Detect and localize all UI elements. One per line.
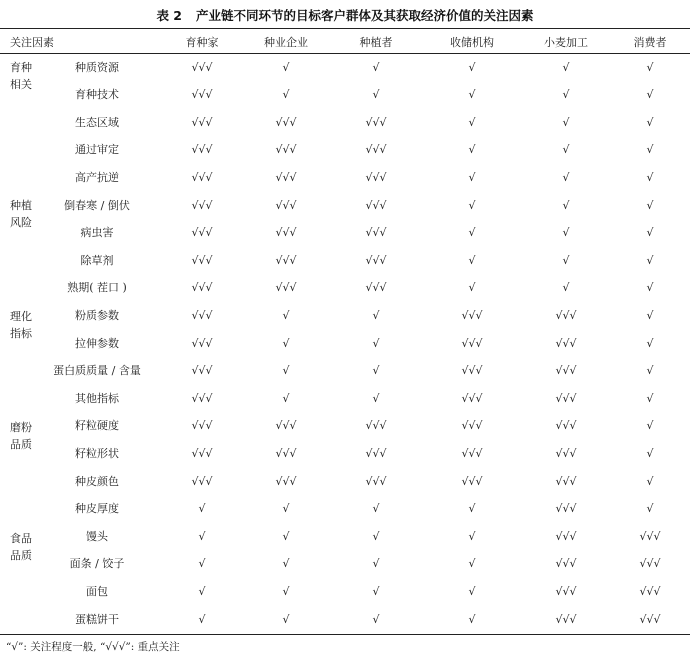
value-cell: √√√ [275,281,297,295]
value-cell: √√√ [461,419,483,433]
value-cell: √√√ [365,446,387,460]
table-row [0,385,690,413]
header-consumer: 消费者 [633,36,667,49]
value-cell: √ [646,143,654,157]
value-cell: √ [468,281,476,295]
value-cell: √ [282,529,290,543]
table-row [0,274,690,302]
top-rule [0,28,690,29]
value-cell: √ [562,226,570,240]
value-cell: √√√ [191,143,213,157]
table-row [0,357,690,385]
table-title [0,6,690,24]
factor-cell: 倒春寒 / 倒伏 [64,198,130,212]
value-cell: √ [372,391,380,405]
group-milling-quality: 磨粉 品质 [10,421,32,451]
group-breeding: 育种 相关 [10,61,32,91]
value-cell: √√√ [461,364,483,378]
value-cell: √ [282,364,290,378]
value-cell: √√√ [365,115,387,129]
value-cell: √√√ [365,143,387,157]
value-cell: √ [372,584,380,598]
value-cell: √ [282,60,290,74]
value-cell: √ [372,612,380,626]
group-planting-risk: 种植 风险 [10,199,32,229]
value-cell: √ [646,253,654,267]
value-cell: √ [282,88,290,102]
value-cell: √√√ [275,226,297,240]
factor-cell: 通过审定 [75,143,119,157]
value-cell: √ [372,308,380,322]
table-row [0,523,690,551]
value-cell: √√√ [461,391,483,405]
value-cell: √ [646,115,654,129]
value-cell: √ [198,584,206,598]
value-cell: √ [372,557,380,571]
value-cell: √ [198,529,206,543]
header-breeder: 育种家 [185,36,219,49]
value-cell: √√√ [461,308,483,322]
group-food-quality: 食品 品质 [10,532,32,562]
value-cell: √ [372,60,380,74]
value-cell: √√√ [365,474,387,488]
value-cell: √√√ [461,446,483,460]
value-cell: √ [468,143,476,157]
value-cell: √√√ [191,281,213,295]
value-cell: √√√ [365,281,387,295]
value-cell: √ [282,336,290,350]
value-cell: √√√ [275,446,297,460]
value-cell: √ [282,584,290,598]
bottom-rule [0,634,690,635]
table-row [0,219,690,247]
value-cell: √ [282,308,290,322]
value-cell: √√√ [191,60,213,74]
table-row [0,164,690,192]
value-cell: √√√ [191,364,213,378]
value-cell: √√√ [639,557,661,571]
factor-cell: 病虫害 [80,226,114,240]
value-cell: √√√ [555,502,577,516]
value-cell: √√√ [191,446,213,460]
value-cell: √ [646,281,654,295]
value-cell: √√√ [275,419,297,433]
value-cell: √√√ [365,198,387,212]
value-cell: √√√ [555,336,577,350]
header-grower: 种植者 [359,36,393,49]
table-number: 表 2 [156,8,183,23]
value-cell: √ [282,612,290,626]
value-cell: √√√ [555,612,577,626]
value-cell: √√√ [555,529,577,543]
table-row [0,109,690,137]
table-row [0,247,690,275]
value-cell: √√√ [191,115,213,129]
value-cell: √√√ [555,557,577,571]
value-cell: √ [372,336,380,350]
value-cell: √ [372,364,380,378]
value-cell: √ [646,419,654,433]
table-row [0,550,690,578]
value-cell: √√√ [275,253,297,267]
value-cell: √ [372,529,380,543]
value-cell: √√√ [275,198,297,212]
value-cell: √√√ [191,308,213,322]
value-cell: √ [468,584,476,598]
factor-cell: 种皮厚度 [75,502,119,516]
value-cell: √ [562,88,570,102]
value-cell: √ [468,253,476,267]
value-cell: √ [468,198,476,212]
value-cell: √ [646,60,654,74]
factor-cell: 馒头 [86,529,108,543]
value-cell: √ [198,502,206,516]
value-cell: √√√ [461,474,483,488]
value-cell: √ [646,502,654,516]
factor-cell: 育种技术 [75,88,119,102]
table-row [0,606,690,634]
value-cell: √ [562,198,570,212]
header-seed-company: 种业企业 [264,36,308,49]
value-cell: √ [646,474,654,488]
value-cell: √ [562,60,570,74]
value-cell: √ [562,281,570,295]
factor-cell: 高产抗逆 [75,170,119,184]
value-cell: √√√ [275,115,297,129]
value-cell: √√√ [191,391,213,405]
table-row [0,54,690,82]
value-cell: √ [372,502,380,516]
factor-cell: 蛋白质质量 / 含量 [53,364,141,378]
value-cell: √√√ [639,529,661,543]
table-title-text: 产业链不同环节的目标客户群体及其获取经济价值的关注因素 [196,8,534,23]
factor-cell: 蛋糕饼干 [75,612,119,626]
value-cell: √√√ [191,336,213,350]
factor-cell: 籽粒硬度 [75,419,119,433]
value-cell: √√√ [365,419,387,433]
value-cell: √ [646,391,654,405]
factor-cell: 除草剂 [80,253,114,267]
value-cell: √ [468,60,476,74]
header-factor: 关注因素 [10,36,54,49]
value-cell: √√√ [191,419,213,433]
value-cell: √√√ [365,253,387,267]
factor-cell: 拉伸参数 [75,336,119,350]
table-row [0,578,690,606]
value-cell: √√√ [555,474,577,488]
table-row [0,302,690,330]
value-cell: √ [646,446,654,460]
factor-cell: 其他指标 [75,391,119,405]
value-cell: √√√ [191,253,213,267]
table-row [0,495,690,523]
value-cell: √ [562,143,570,157]
value-cell: √ [646,170,654,184]
value-cell: √√√ [555,364,577,378]
table-row [0,440,690,468]
value-cell: √√√ [191,88,213,102]
value-cell: √ [468,502,476,516]
table-row [0,192,690,220]
value-cell: √ [646,88,654,102]
table-row [0,330,690,358]
value-cell: √√√ [461,336,483,350]
value-cell: √√√ [365,226,387,240]
factor-cell: 面条 / 饺子 [69,557,125,571]
value-cell: √ [646,336,654,350]
factor-cell: 熟期( 茬口 ) [67,281,127,295]
value-cell: √ [468,226,476,240]
value-cell: √√√ [639,612,661,626]
value-cell: √√√ [275,170,297,184]
value-cell: √ [198,612,206,626]
value-cell: √√√ [365,170,387,184]
value-cell: √ [646,308,654,322]
group-physicochemical: 理化 指标 [10,310,32,340]
value-cell: √ [646,226,654,240]
value-cell: √√√ [275,474,297,488]
value-cell: √√√ [191,198,213,212]
table-row [0,468,690,496]
header-wheat-processing: 小麦加工 [544,36,588,49]
value-cell: √√√ [555,308,577,322]
value-cell: √ [468,115,476,129]
table-row [0,412,690,440]
value-cell: √√√ [555,391,577,405]
table-row [0,136,690,164]
value-cell: √√√ [555,584,577,598]
factor-cell: 籽粒形状 [75,446,119,460]
factor-cell: 生态区域 [75,115,119,129]
value-cell: √ [562,253,570,267]
value-cell: √ [198,557,206,571]
value-cell: √√√ [639,584,661,598]
value-cell: √ [646,198,654,212]
value-cell: √ [372,88,380,102]
value-cell: √ [646,364,654,378]
value-cell: √ [468,557,476,571]
value-cell: √ [562,115,570,129]
value-cell: √ [468,88,476,102]
value-cell: √ [468,170,476,184]
value-cell: √ [468,612,476,626]
value-cell: √√√ [275,143,297,157]
table-row [0,81,690,109]
factor-cell: 种皮颜色 [75,474,119,488]
factor-cell: 面包 [86,584,108,598]
table-note: “√”: 关注程度一般, “√√√”: 重点关注 [6,641,180,653]
value-cell: √√√ [191,474,213,488]
value-cell: √ [282,557,290,571]
value-cell: √ [468,529,476,543]
value-cell: √ [282,502,290,516]
value-cell: √√√ [191,170,213,184]
factor-cell: 种质资源 [75,60,119,74]
value-cell: √√√ [555,446,577,460]
value-cell: √ [562,170,570,184]
value-cell: √√√ [555,419,577,433]
value-cell: √ [282,391,290,405]
value-cell: √√√ [191,226,213,240]
factor-cell: 粉质参数 [75,308,119,322]
header-storage-agency: 收储机构 [450,36,494,49]
